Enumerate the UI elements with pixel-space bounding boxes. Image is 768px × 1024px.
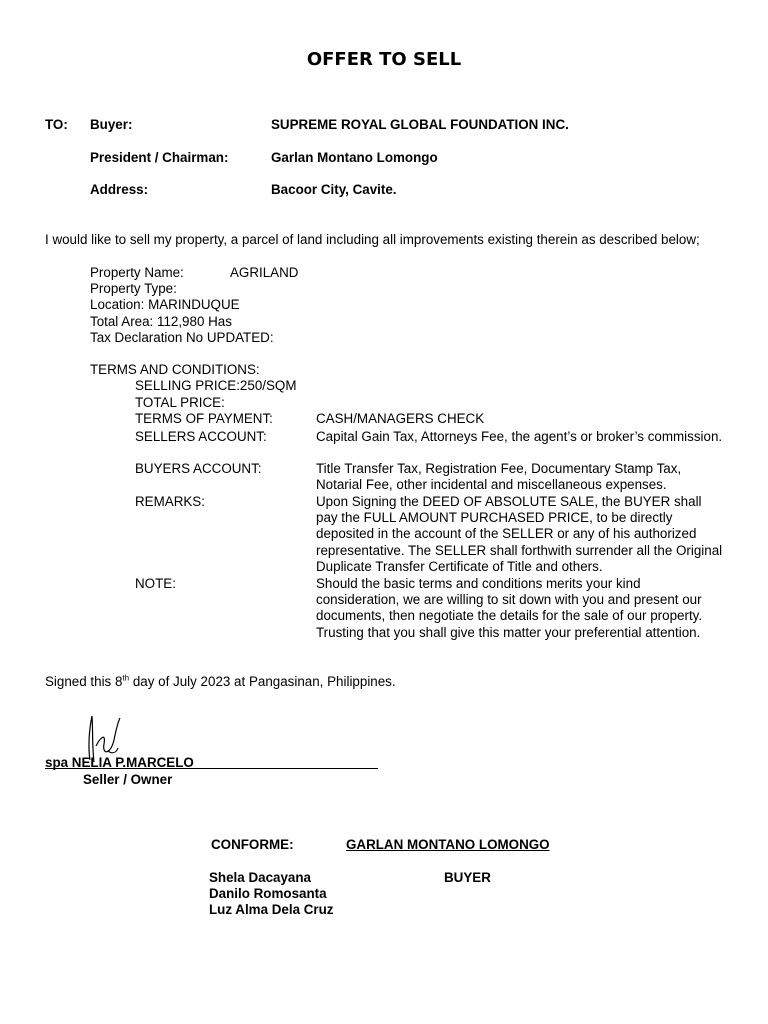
- signed-statement: [45, 674, 396, 690]
- selling-price: SELLING PRICE:250/SQM: [135, 378, 297, 393]
- conforme-buyer-role: BUYER: [444, 870, 491, 885]
- conforme-label: CONFORME:: [211, 837, 294, 852]
- seller-signature-line: [45, 768, 378, 769]
- property-name-value: AGRILAND: [230, 265, 299, 280]
- note-value: Should the basic terms and conditions merits your kind consideration, we are willing to sit down with you and present our documents, then negotiate the details for the sale of our property. Trusting that you shall give this matter your preferential attention.: [316, 576, 703, 640]
- signed-ordinal: th: [122, 673, 130, 683]
- address-label: Address:: [90, 182, 149, 197]
- address-value: Bacoor City, Cavite.: [271, 182, 397, 197]
- signed-rest: day of July 2023 at Pangasinan, Philippines.: [129, 674, 396, 689]
- payment-value: CASH/MANAGERS CHECK: [316, 411, 485, 426]
- payment-label: TERMS OF PAYMENT:: [135, 411, 273, 426]
- buyer-label: Buyer:: [90, 117, 133, 132]
- buyer-value: SUPREME ROYAL GLOBAL FOUNDATION INC.: [271, 117, 569, 132]
- remarks-label: REMARKS:: [135, 494, 205, 509]
- property-location: Location: MARINDUQUE: [90, 297, 240, 312]
- witness-1: Shela Dacayana: [209, 870, 311, 885]
- president-value: Garlan Montano Lomongo: [271, 150, 438, 165]
- seller-role: Seller / Owner: [83, 772, 173, 787]
- witness-3: Luz Alma Dela Cruz: [209, 902, 334, 917]
- to-label: TO:: [45, 117, 68, 132]
- property-total-area: Total Area: 112,980 Has: [90, 314, 232, 329]
- property-type-label: Property Type:: [90, 281, 177, 296]
- seller-name: spa NELIA P.MARCELO: [45, 755, 194, 770]
- property-name-label: Property Name:: [90, 265, 184, 280]
- terms-heading: TERMS AND CONDITIONS:: [90, 362, 260, 377]
- intro-paragraph: I would like to sell my property, a parcel of land including all improvements existing therein as described below;: [45, 232, 700, 247]
- conforme-buyer-name: GARLAN MONTANO LOMONGO: [346, 837, 550, 852]
- signed-prefix: Signed this 8: [45, 674, 123, 689]
- sellers-account-label: SELLERS ACCOUNT:: [135, 429, 267, 444]
- sellers-account-value: Capital Gain Tax, Attorneys Fee, the agent’s or broker’s commission.: [316, 429, 723, 444]
- note-label: NOTE:: [135, 576, 176, 591]
- document-title: OFFER TO SELL: [306, 49, 462, 70]
- remarks-value: Upon Signing the DEED OF ABSOLUTE SALE, the BUYER shall pay the FULL AMOUNT PURCHASED PRICE, to be directly deposited in the account of the SELLER or any of his authorized representative. The SELLER shall forthwith surrender all the Original Duplicate Transfer Certificate of Title and others.: [316, 494, 723, 574]
- buyers-account-value: Title Transfer Tax, Registration Fee, Documentary Stamp Tax, Notarial Fee, other incidental and miscellaneous expenses.: [316, 461, 682, 493]
- property-tax-declaration: Tax Declaration No UPDATED:: [90, 330, 274, 345]
- president-label: President / Chairman:: [90, 150, 229, 165]
- witness-2: Danilo Romosanta: [209, 886, 327, 901]
- total-price: TOTAL PRICE:: [135, 395, 225, 410]
- buyers-account-label: BUYERS ACCOUNT:: [135, 461, 262, 476]
